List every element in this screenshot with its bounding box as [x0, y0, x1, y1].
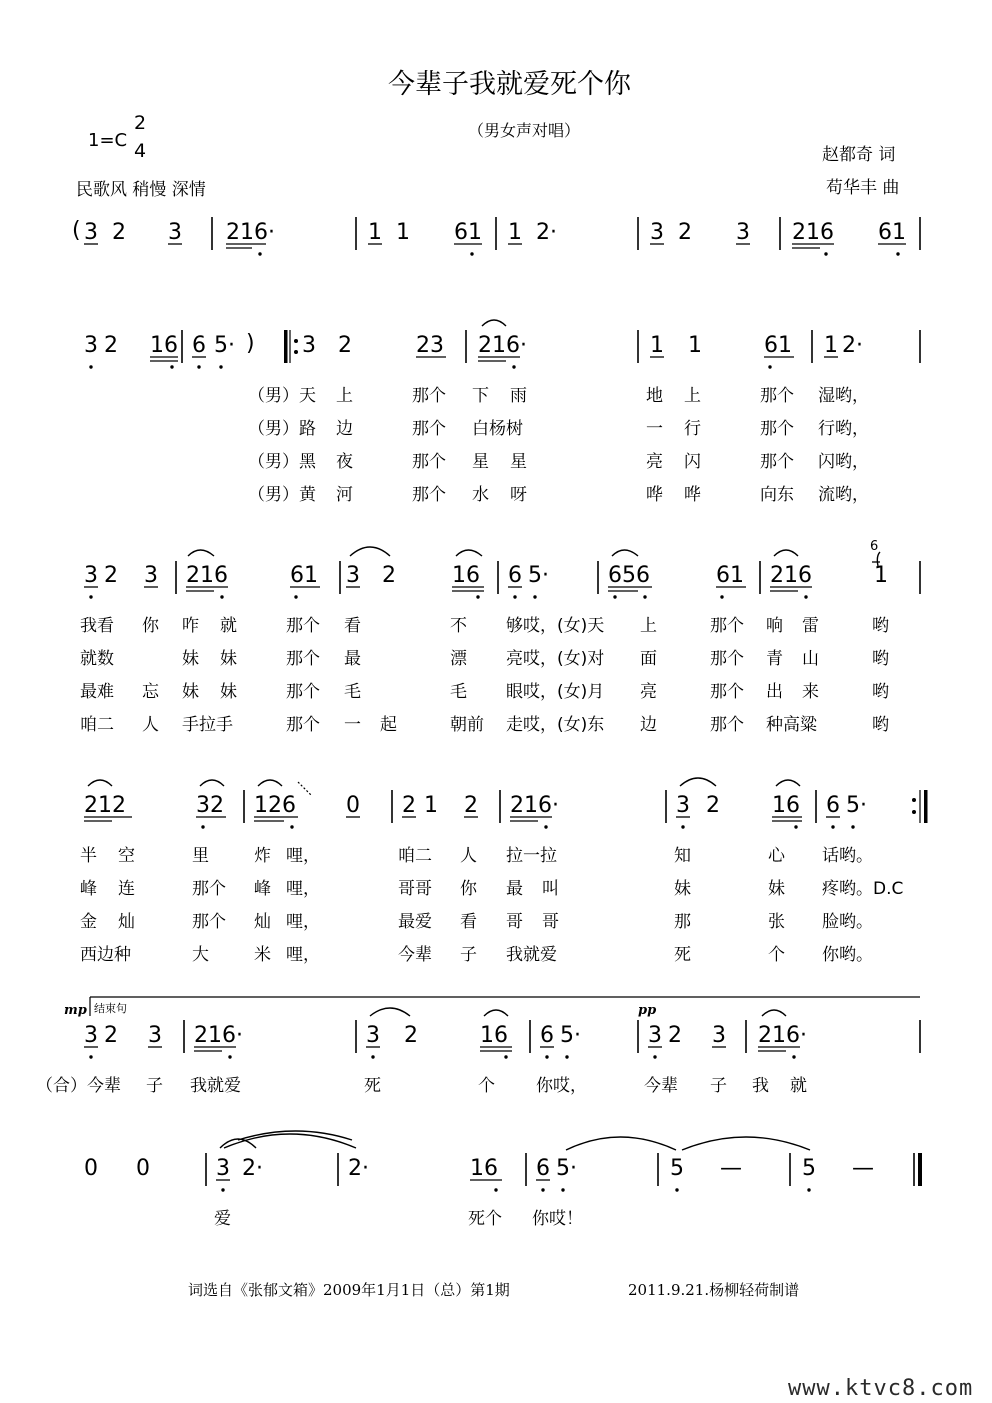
lyric: 妹 [220, 649, 237, 669]
lyric: 毛 [450, 682, 467, 702]
close-paren: ) [246, 331, 255, 356]
lyric: 哥 [506, 912, 523, 932]
lyric: 峰 [254, 879, 271, 899]
note: 2 [404, 1023, 418, 1048]
lyric: 脸哟。 [822, 912, 873, 932]
lyric: 河 [336, 485, 353, 505]
key-signature: 1=C [88, 130, 128, 151]
note: 2· [242, 1156, 263, 1181]
lyric: 米 [254, 945, 271, 965]
time-signature-denominator: 4 [134, 140, 147, 162]
lyric: 哗 [684, 485, 701, 505]
note: 1 [368, 220, 382, 245]
lyric: 灿 [118, 912, 135, 932]
lyric: 哗 [646, 485, 663, 505]
note: 61 [764, 333, 792, 358]
lyric: 最爱 [398, 912, 432, 932]
lyric: 个 [768, 945, 785, 965]
lyric: 咋 [182, 616, 199, 636]
lyric: 个 [478, 1076, 495, 1096]
dash: — [852, 1156, 874, 1181]
note: 216· [478, 333, 527, 358]
lyric: 你 [460, 879, 477, 899]
lyric: 来 [802, 682, 819, 702]
lyric: 话哟。 [822, 846, 873, 866]
note: 3 [84, 563, 98, 588]
lyric: 那个 [412, 452, 446, 472]
lyric: 亮哎，(女)对 [506, 649, 605, 669]
ending-label: 结束句 [94, 1002, 127, 1015]
lyric: 子 [146, 1076, 163, 1096]
lyric: 那 [674, 912, 691, 932]
lyricist: 赵都奇 词 [822, 145, 896, 165]
note: 6 [540, 1023, 554, 1048]
lyric: 闪 [684, 452, 701, 472]
lyric: 那个 [286, 649, 320, 669]
lyric: 种高粱 [766, 715, 817, 735]
note: 0 [84, 1156, 98, 1181]
note: 2· [842, 333, 863, 358]
lyric: 妹 [182, 682, 199, 702]
lyric: 叫 [542, 879, 559, 899]
lyric: 那个 [710, 715, 744, 735]
time-signature-numerator: 2 [134, 112, 147, 134]
note: 3 [84, 333, 98, 358]
lyric: 水 [472, 485, 489, 505]
note: 2 [338, 333, 352, 358]
note: 3 [676, 793, 690, 818]
note: 212 [84, 793, 126, 818]
lyric: 那个 [412, 485, 446, 505]
note: 2 [678, 220, 692, 245]
lyric: 金 [80, 912, 97, 932]
lyric: 那个 [710, 682, 744, 702]
lyric: 心 [768, 846, 785, 866]
note: 216 [186, 563, 228, 588]
note: 216 [770, 563, 812, 588]
note: 2 [104, 563, 118, 588]
lyric: 里 [192, 846, 209, 866]
note: 1 [824, 333, 838, 358]
lyric: 那个 [286, 616, 320, 636]
note: 1 [396, 220, 410, 245]
lyric: 边 [640, 715, 657, 735]
lyric: 那个 [192, 879, 226, 899]
lyric: 山 [802, 649, 819, 669]
lyric: 忘 [142, 682, 159, 702]
lyric: 空 [118, 846, 135, 866]
note: 5· [528, 563, 549, 588]
lyric: 一 [344, 715, 361, 735]
lyric: 亮 [640, 682, 657, 702]
note: 2 [382, 563, 396, 588]
lyric: 湿哟， [818, 386, 869, 406]
open-paren: ( [72, 218, 81, 243]
lyric: 哩， [286, 912, 320, 932]
note: 61 [454, 220, 482, 245]
note: 3 [712, 1023, 726, 1048]
lyric: 青 [766, 649, 783, 669]
note: 3 [148, 1023, 162, 1048]
dynamic-mark-mp: mp [64, 1003, 87, 1018]
lyric: 上 [336, 386, 353, 406]
lyric: 雨 [510, 386, 527, 406]
note: 16 [480, 1023, 508, 1048]
note: 6 [508, 563, 522, 588]
lyric: 哩， [286, 945, 320, 965]
lyric: 那个 [286, 682, 320, 702]
watermark: www.ktvc8.com [788, 1376, 974, 1401]
lyric: 就 [220, 616, 237, 636]
lyric: （男）路 [248, 419, 316, 439]
note: 61 [878, 220, 906, 245]
lyric: 灿 [254, 912, 271, 932]
lyric: 哟 [872, 682, 889, 702]
lyric: 人 [460, 846, 477, 866]
lyric: 哥 [542, 912, 559, 932]
note: 216· [758, 1023, 807, 1048]
note: 0 [136, 1156, 150, 1181]
note: 5 [802, 1156, 816, 1181]
lyric: 哟 [872, 715, 889, 735]
lyric: 妹 [768, 879, 785, 899]
lyric: 咱二 [80, 715, 114, 735]
composer: 苟华丰 曲 [826, 178, 900, 198]
lyric: 那个 [192, 912, 226, 932]
lyric: 下 [472, 386, 489, 406]
lyric: 起 [380, 715, 397, 735]
lyric: 流哟， [818, 485, 869, 505]
lyric: 死 [674, 945, 691, 965]
lyric: 人 [142, 715, 159, 735]
note: 1 [424, 793, 438, 818]
note: 5· [560, 1023, 581, 1048]
lyric: 星 [472, 452, 489, 472]
note: 216 [792, 220, 834, 245]
lyric: 边 [336, 419, 353, 439]
note: 2· [536, 220, 557, 245]
lyric: 漂 [450, 649, 467, 669]
lyric: 走哎，(女)东 [506, 715, 605, 735]
note: 126 [254, 793, 296, 818]
note: 3 [302, 333, 316, 358]
lyric: 上 [640, 616, 657, 636]
note: 1 [650, 333, 664, 358]
lyric: 向东 [760, 485, 794, 505]
lyric: 我看 [80, 616, 114, 636]
lyric: 连 [118, 879, 135, 899]
lyric: 哟 [872, 616, 889, 636]
lyric: 行哟， [818, 419, 869, 439]
note: 3 [144, 563, 158, 588]
lyric: 手拉手 [182, 715, 233, 735]
lyric: 那个 [710, 616, 744, 636]
note: 23 [416, 333, 444, 358]
lyric: 炸 [254, 846, 271, 866]
lyric: 上 [684, 386, 701, 406]
lyric: 哥哥 [398, 879, 432, 899]
lyric: 你哎！ [532, 1209, 583, 1229]
lyric: 一 [646, 419, 663, 439]
lyric: 雷 [802, 616, 819, 636]
lyric: 张 [768, 912, 785, 932]
note: 3 [168, 220, 182, 245]
note: 61 [716, 563, 744, 588]
note: 61 [290, 563, 318, 588]
note: 5· [214, 333, 235, 358]
lyric: 妹 [674, 879, 691, 899]
lyric: 不 [450, 616, 467, 636]
lyric: （男）黑 [248, 452, 316, 472]
lyric: 哟 [872, 649, 889, 669]
lyric: 拉一拉 [506, 846, 557, 866]
note: 5 [670, 1156, 684, 1181]
lyric: 毛 [344, 682, 361, 702]
lyric: 今辈 [398, 945, 432, 965]
lyric: 那个 [412, 386, 446, 406]
lyric: 看 [344, 616, 361, 636]
lyric: 那个 [710, 649, 744, 669]
note: 16 [150, 333, 178, 358]
lyric: 亮 [646, 452, 663, 472]
grace-note: 6 [870, 539, 879, 554]
note: 16 [772, 793, 800, 818]
note: 16 [452, 563, 480, 588]
lyric: （男）天 [248, 386, 316, 406]
subtitle: （男女声对唱） [468, 121, 581, 140]
note: 2 [402, 793, 416, 818]
lyric: 大 [192, 945, 209, 965]
note: 16 [470, 1156, 498, 1181]
note: 216· [510, 793, 559, 818]
note: 32 [196, 793, 224, 818]
lyric: 响 [766, 616, 783, 636]
lyric: 今辈 [644, 1076, 678, 1096]
lyric: 白杨树 [472, 419, 523, 439]
note: 3 [84, 220, 98, 245]
note: 5· [846, 793, 867, 818]
lyric: 子 [710, 1076, 727, 1096]
note: 5· [556, 1156, 577, 1181]
note: 216· [194, 1023, 243, 1048]
lyric: 就 [790, 1076, 807, 1096]
note: 0 [346, 793, 360, 818]
lyric: 行 [684, 419, 701, 439]
lyric: 妹 [220, 682, 237, 702]
lyric: 就数 [80, 649, 114, 669]
lyric: 哩， [286, 846, 320, 866]
note: 3 [346, 563, 360, 588]
lyric: 哩， [286, 879, 320, 899]
lyric: 地 [646, 386, 663, 406]
note: 1 [508, 220, 522, 245]
lyric: 西边种 [80, 945, 131, 965]
note: 1 [874, 563, 888, 588]
lyric: 最 [506, 879, 523, 899]
lyric: 够哎，(女)天 [506, 616, 605, 636]
note: 3 [736, 220, 750, 245]
note: 6 [536, 1156, 550, 1181]
lyric: 你哎， [536, 1076, 587, 1096]
lyric: 那个 [286, 715, 320, 735]
lyric: 看 [460, 912, 477, 932]
note: 2 [706, 793, 720, 818]
lyric: 峰 [80, 879, 97, 899]
dynamic-mark-pp: pp [638, 1003, 657, 1018]
note: 2 [104, 1023, 118, 1048]
lyric: 那个 [412, 419, 446, 439]
dash: — [720, 1156, 742, 1181]
lyric: 朝前 [450, 715, 484, 735]
note: 2· [348, 1156, 369, 1181]
lyric: 死个 [468, 1209, 502, 1229]
lyric: 最 [344, 649, 361, 669]
note: 2 [104, 333, 118, 358]
lyric: （男）黄 [248, 485, 316, 505]
lyric: 知 [674, 846, 691, 866]
lyric: 半 [80, 846, 97, 866]
note: 2 [112, 220, 126, 245]
lyric: 妹 [182, 649, 199, 669]
lyric: 那个 [760, 386, 794, 406]
lyric: 面 [640, 649, 657, 669]
song-title: 今辈子我就爱死个你 [388, 69, 631, 100]
lyric: 你 [142, 616, 159, 636]
note: 3 [84, 1023, 98, 1048]
lyric: 最难 [80, 682, 114, 702]
lyric: （合）今辈 [36, 1076, 121, 1096]
lyric: 我 [752, 1076, 769, 1096]
note: 3 [216, 1156, 230, 1181]
note: 2 [464, 793, 478, 818]
lyric: 你哟。 [822, 945, 873, 965]
lyric: 咱二 [398, 846, 432, 866]
note: 3 [648, 1023, 662, 1048]
lyric: 夜 [336, 452, 353, 472]
lyric: 眼哎，(女)月 [506, 682, 605, 702]
lyric: 我就爱 [506, 945, 557, 965]
lyric: 星 [510, 452, 527, 472]
footer-source: 词选自《张郁文箱》2009年1月1日（总）第1期 [188, 1281, 510, 1299]
lyric: 我就爱 [190, 1076, 241, 1096]
note: 216· [226, 220, 275, 245]
note: 2 [668, 1023, 682, 1048]
lyric: 呀 [510, 485, 527, 505]
lyric: 子 [460, 945, 477, 965]
tempo-style: 民歌风 稍慢 深情 [76, 180, 206, 200]
footer-credit: 2011.9.21.杨柳轻荷制谱 [628, 1281, 800, 1299]
lyric: 那个 [760, 452, 794, 472]
lyric: 那个 [760, 419, 794, 439]
note: 1 [688, 333, 702, 358]
lyric: 爱 [214, 1209, 231, 1229]
lyric: 闪哟， [818, 452, 869, 472]
note: 6 [826, 793, 840, 818]
note: 6 [192, 333, 206, 358]
note: 3 [650, 220, 664, 245]
lyric: 疼哟。D.C [822, 879, 904, 899]
note: 656 [608, 563, 650, 588]
note: 3 [366, 1023, 380, 1048]
lyric: 死 [364, 1076, 381, 1096]
lyric: 出 [766, 682, 783, 702]
